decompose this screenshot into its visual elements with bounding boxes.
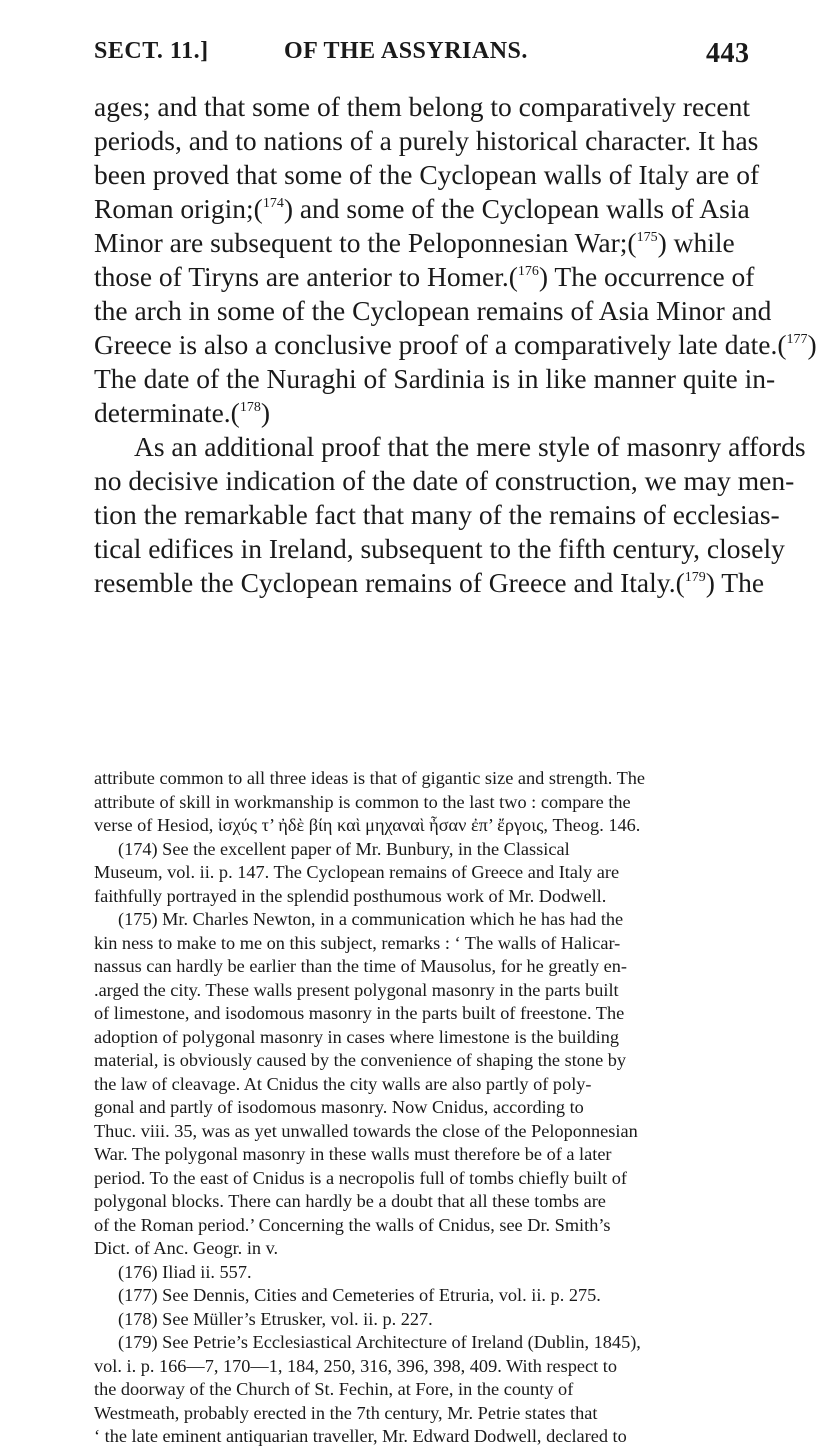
section-label: SECT. 11.] [94, 38, 209, 64]
footnote-line: Museum, vol. ii. p. 147. The Cyclopean remains of Greece and Italy are [94, 862, 620, 882]
footnote-line: Westmeath, probably erected in the 7th century, Mr. Petrie states that [94, 1402, 598, 1423]
text-line: no decisive indication of the date of construction, we may men- [94, 465, 795, 496]
text-line: resemble the Cyclopean remains of Greece and Italy.($^{179}$) The [94, 567, 765, 598]
footnote-line: (179) See Petrie’s Ecclesiastical Architecture of Ireland (Dublin, 1845), [118, 1332, 641, 1352]
footnote-line: (177) See Dennis, Cities and Cemeteries of Etruria, vol. ii. p. 275. [118, 1285, 601, 1305]
footnote-line: gonal and partly of isodomous masonry. Now Cnidus, according to [94, 1097, 584, 1117]
text-line: the arch in some of the Cyclopean remains of Asia Minor and [94, 295, 772, 326]
footnote-line: the law of cleavage. At Cnidus the city walls are also partly of poly- [94, 1073, 592, 1094]
footnote-line: .arged the city. These walls present polygonal masonry in the parts built [94, 979, 619, 1000]
footnote-line: vol. i. p. 166—7, 170—1, 184, 250, 316, 396, 398, 409. With respect to [94, 1355, 617, 1376]
footnote-line: faithfully portrayed in the splendid posthumous work of Mr. Dodwell. [94, 885, 607, 906]
text-line: Minor are subsequent to the Peloponnesian War;($^{175}$) while [94, 227, 735, 258]
footnote-line: material, is obviously caused by the convenience of shaping the stone by [94, 1050, 627, 1070]
footnote-line: of the Roman period.’ Concerning the walls of Cnidus, see Dr. Smith’s [94, 1214, 611, 1235]
footnote-line: polygonal blocks. There can hardly be a doubt that all these tombs are [94, 1191, 606, 1211]
page-number: 443 [706, 38, 750, 69]
running-header [0, 38, 800, 78]
footnote-line: verse of Hesiod, ἰσχύς τ’ ἠδὲ βίη καὶ μηχαναὶ ἦσαν ἐπ’ ἔργοις, Theog. 146. [94, 815, 641, 835]
main-text [94, 90, 817, 600]
text-line: ages; and that some of them belong to comparatively recent [94, 91, 750, 122]
footnote-line: kin ness to make to me on this subject, remarks : ‘ The walls of Halicar- [94, 932, 621, 953]
running-title: OF THE ASSYRIANS. [284, 38, 528, 64]
text-line: tion the remarkable fact that many of the remains of ecclesias- [94, 499, 780, 530]
footnote-line: adoption of polygonal masonry in cases where limestone is the building [94, 1026, 619, 1047]
footnote-line: Dict. of Anc. Geogr. in v. [94, 1238, 279, 1258]
footnote-line: (178) See Müller’s Etrusker, vol. ii. p. 227. [118, 1308, 433, 1329]
text-line: been proved that some of the Cyclopean walls of Italy are of [94, 159, 760, 190]
footnote-line: of limestone, and isodomous masonry in the parts built of freestone. The [94, 1003, 625, 1023]
footnote-line: attribute common to all three ideas is that of gigantic size and strength. The [94, 768, 645, 788]
footnote-line: attribute of skill in workmanship is common to the last two : compare the [94, 791, 631, 812]
footnote-line: (174) See the excellent paper of Mr. Bunbury, in the Classical [118, 838, 570, 859]
text-line: those of Tiryns are anterior to Homer.($^{176}$) The occurrence of [94, 261, 755, 292]
text-line: Greece is also a conclusive proof of a comparatively late date.($^{177}$) [94, 329, 817, 360]
footnote-line: ‘ the late eminent antiquarian traveller, Mr. Edward Dodwell, declared to [94, 1426, 627, 1446]
text-line: determinate.($^{178}$) [94, 397, 270, 428]
footnote-line: nassus can hardly be earlier than the time of Mausolus, for he greatly en- [94, 956, 628, 976]
footnote-line: the doorway of the Church of St. Fechin, at Fore, in the county of [94, 1379, 574, 1399]
text-line: tical edifices in Ireland, subsequent to the fifth century, closely [94, 533, 785, 564]
footnote-line: (175) Mr. Charles Newton, in a communication which he has had the [118, 909, 624, 929]
footnote-line: Thuc. viii. 35, was as yet unwalled towards the close of the Peloponnesian [94, 1120, 638, 1141]
text-line: The date of the Nuraghi of Sardinia is in like manner quite in- [94, 363, 776, 394]
footnote-line: period. To the east of Cnidus is a necropolis full of tombs chiefly built of [94, 1167, 628, 1188]
footnote-line: (176) Iliad ii. 557. [118, 1261, 252, 1282]
text-line: As an additional proof that the mere style of masonry affords [134, 431, 806, 462]
text-line: periods, and to nations of a purely historical character. It has [94, 125, 759, 156]
footnote-line: War. The polygonal masonry in these walls must therefore be of a later [94, 1144, 612, 1164]
footnotes [94, 767, 760, 1449]
text-line: Roman origin;($^{174}$) and some of the Cyclopean walls of Asia [94, 193, 750, 224]
